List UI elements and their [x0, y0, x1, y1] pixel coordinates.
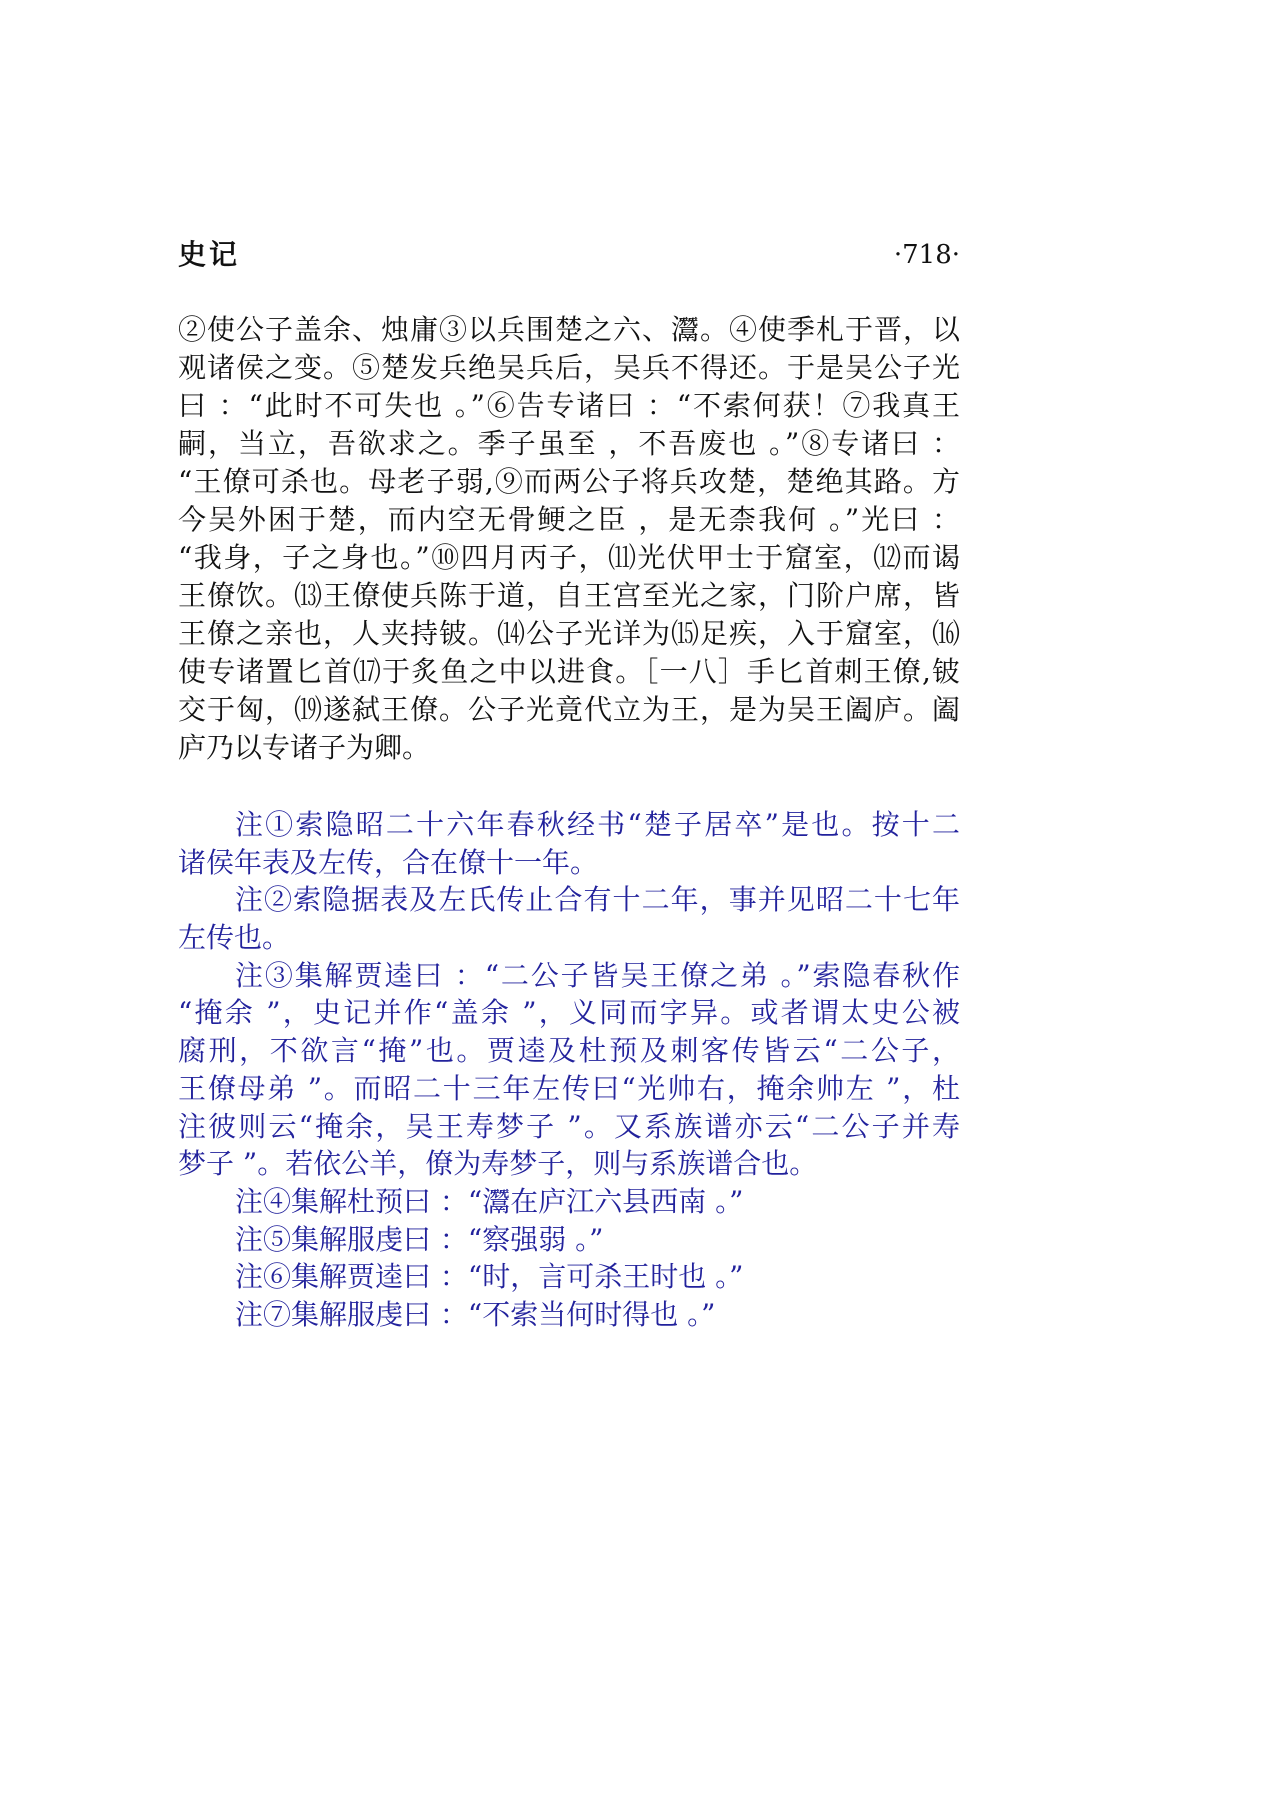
main-text-line: 交于匈，⒆遂弑王僚。公子光竟代立为王，是为吴王阖庐。阖 — [178, 693, 960, 726]
annotations — [178, 806, 960, 1334]
note-line: 注⑤集解服虔曰 ：“察强弱 。” — [235, 1222, 604, 1256]
note-line: “掩余 ”，史记并作“盖余 ”，义同而字异。或者谓太史公被 — [178, 996, 960, 1030]
note-line: 注⑦集解服虔曰 ：“不索当何时得也 。” — [235, 1297, 716, 1331]
note-4 — [178, 1183, 960, 1221]
note-line: 注④集解杜预曰 ：“灊在庐江六县西南 。” — [235, 1184, 744, 1218]
note-line: 王僚母弟 ”。而昭二十三年左传曰“光帅右，掩余帅左 ”，杜 — [178, 1071, 960, 1105]
note-line: 注③集解贾逵曰 ：“二公子皆吴王僚之弟 。”索隐春秋作 — [235, 958, 960, 992]
note-line: 腐刑，不欲言“掩”也。贾逵及杜预及刺客传皆云“二公子， — [178, 1034, 960, 1068]
main-text-line: 王僚之亲也，人夹持铍。⒁公子光详为⒂足疾，入于窟室，⒃ — [178, 617, 960, 650]
note-3 — [178, 957, 960, 1183]
main-text-line: 庐乃以专诸子为卿。 — [178, 731, 431, 764]
note-line: 注⑥集解贾逵曰 ：“时，言可杀王时也 。” — [235, 1260, 744, 1294]
note-line: 诸侯年表及左传，合在僚十一年。 — [178, 845, 599, 879]
main-text-line: 嗣，当立，吾欲求之。季子虽至 ，不吾废也 。”⑧专诸曰 ： — [178, 427, 960, 460]
main-text-line: 王僚饮。⒀王僚使兵陈于道，自王宫至光之家，门阶户席，皆 — [178, 579, 960, 612]
note-2 — [178, 881, 960, 956]
note-5 — [178, 1221, 960, 1259]
main-text-line: 今吴外困于楚，而内空无骨鲠之臣 ，是无柰我何 。”光曰 ： — [178, 503, 960, 536]
note-1 — [178, 806, 960, 881]
main-text-line: “我身，子之身也。”⑩四月丙子，⑾光伏甲士于窟室，⑿而谒 — [178, 541, 960, 574]
note-6 — [178, 1258, 960, 1296]
running-header — [178, 236, 960, 274]
main-text-line: 曰 ：“此时不可失也 。”⑥告专诸曰 ：“不索何获！⑦我真王 — [178, 389, 960, 422]
note-7 — [178, 1296, 960, 1334]
page-number: ·718· — [893, 240, 960, 270]
main-text-line: “王僚可杀也。母老子弱,⑨而两公子将兵攻楚，楚绝其路。方 — [178, 465, 960, 498]
note-line: 注②索隐据表及左氏传止合有十二年，事并见昭二十七年 — [235, 883, 960, 917]
note-line: 左传也。 — [178, 921, 291, 955]
main-text-line: 使专诸置匕首⒄于炙鱼之中以进食。［一八］手匕首刺王僚,铍 — [178, 655, 960, 688]
note-line: 注①索隐昭二十六年春秋经书“楚子居卒”是也。按十二 — [235, 808, 960, 841]
note-line: 梦子 ”。若依公羊，僚为寿梦子，则与系族谱合也。 — [178, 1147, 818, 1181]
book-title: 史记 — [178, 238, 241, 271]
note-line: 注彼则云“掩余，吴王寿梦子 ”。又系族谱亦云“二公子并寿 — [178, 1109, 960, 1143]
main-text-line: 观诸侯之变。⑤楚发兵绝吴兵后，吴兵不得还。于是吴公子光 — [178, 351, 960, 384]
main-text — [178, 311, 960, 767]
main-text-line: ②使公子盖余、烛庸③以兵围楚之六、灊。④使季札于晋，以 — [178, 313, 960, 346]
